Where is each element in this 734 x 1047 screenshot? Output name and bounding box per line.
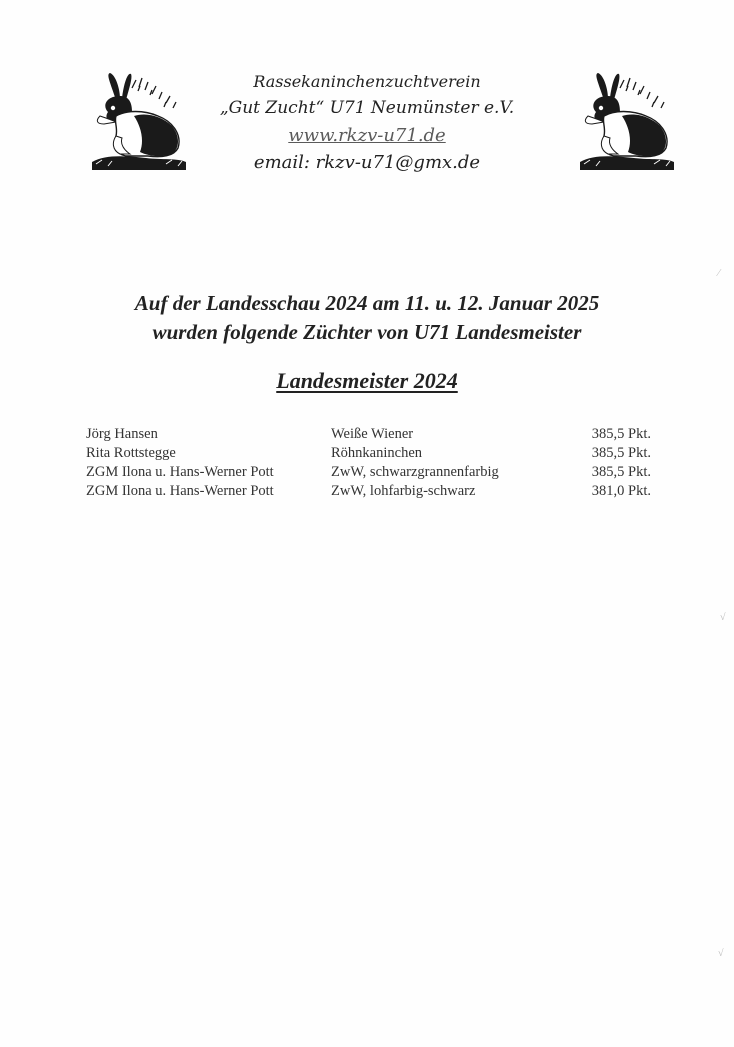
breed-name: Röhnkaninchen [331,445,423,461]
club-name: Rassekaninchenzuchtverein [253,72,481,91]
scan-mark: √ [718,948,724,959]
points-value: 385,5 Pkt. [591,426,651,442]
breed-name: ZwW, lohfarbig-schwarz [331,483,476,499]
scan-mark: √ [720,612,726,623]
website-link[interactable]: www.rkzv-u71.de [288,125,446,146]
club-info [200,68,534,176]
breeder-name: Jörg Hansen [86,426,158,442]
result-row [86,463,666,482]
club-full-name: „Gut Zucht“ U71 Neumünster e.V. [219,98,515,118]
email-address[interactable]: email: rkzv-u71@gmx.de [253,152,481,173]
points-value: 381,0 Pkt. [591,483,651,499]
scan-mark: ⁄ [718,268,720,279]
breeder-name: ZGM Ilona u. Hans-Werner Pott [86,464,274,480]
result-row [86,444,666,463]
points-value: 385,5 Pkt. [591,464,651,480]
breed-name: Weiße Wiener [331,426,414,442]
section-title-text: Landesmeister 2024 [276,368,458,393]
breeder-name: Rita Rottstegge [86,445,176,461]
result-row [86,482,666,501]
breeder-name: ZGM Ilona u. Hans-Werner Pott [86,483,274,499]
points-value: 385,5 Pkt. [591,445,651,461]
result-row [86,425,666,444]
rabbit-icon [86,72,191,172]
breed-name: ZwW, schwarzgrannenfarbig [331,464,499,480]
intro-text [0,289,734,347]
intro-line-2: wurden folgende Züchter von U71 Landesmeister [152,320,582,344]
letterhead [0,60,734,210]
rabbit-icon [574,72,679,172]
section-title [0,368,734,394]
results-list [86,425,666,501]
intro-line-1: Auf der Landesschau 2024 am 11. u. 12. Januar 2025 [134,291,600,315]
